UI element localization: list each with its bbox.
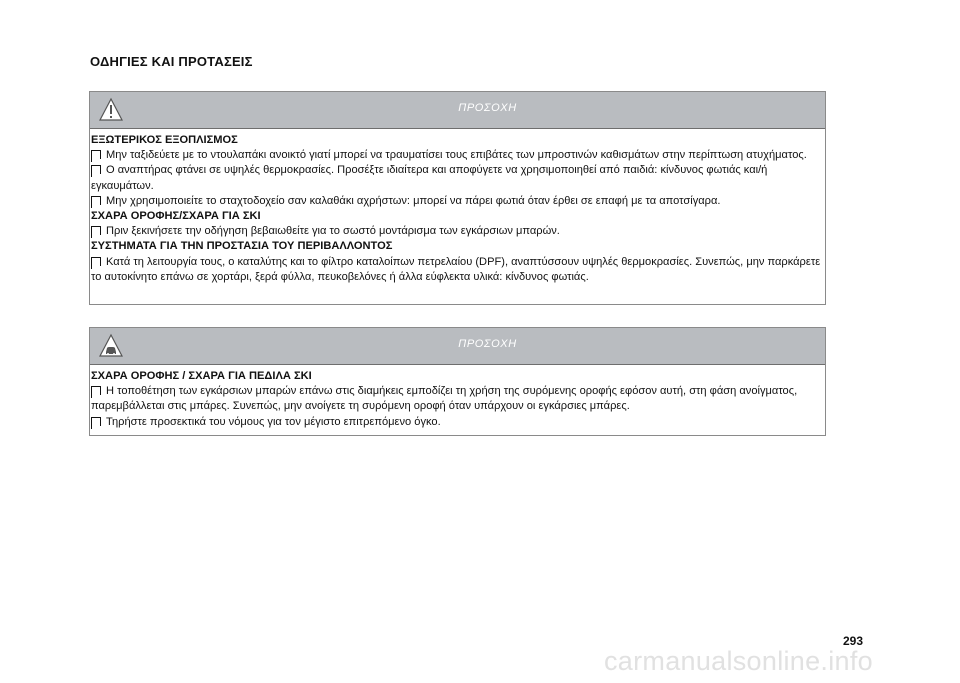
warning-content bbox=[90, 129, 825, 285]
bullet-item: Πριν ξεκινήσετε την οδήγηση βεβαιωθείτε για το σωστό μοντάρισμα των εγκάρσιων μπαρών. bbox=[91, 224, 825, 239]
bullet-item: Κατά τη λειτουργία τους, ο καταλύτης και το φίλτρο καταλοίπων πετρελαίου (DPF), αναπτύσσουν υψηλές θερμοκρασίες. Συνεπώς, μην παρκάρετε το αυτοκίνητο επάνω σε χορτάρι, ξερά φύλλα, πευκοβελόνες ή άλλα εύφλεκτα υλικά: κίνδυνος φωτιάς. bbox=[91, 255, 821, 283]
bullet-box-icon bbox=[91, 165, 101, 174]
bullet-box-icon bbox=[91, 417, 101, 426]
subheading-exterior-equipment: ΕΞΩΤΕΡΙΚΟΣ ΕΞΟΠΛΙΣΜΟΣ bbox=[91, 134, 238, 146]
bullet-box-icon bbox=[91, 150, 101, 159]
warning-label: ΠΡΟΣΟΧΗ bbox=[458, 338, 517, 350]
warning-header bbox=[90, 328, 825, 365]
bullet-item: Τηρήστε προσεκτικά του νόμους για τον μέγιστο επιτρεπόμενο όγκο. bbox=[91, 415, 825, 430]
bullet-box-icon bbox=[91, 257, 101, 266]
bullet-box-icon bbox=[91, 226, 101, 235]
bullet-item: Η τοποθέτηση των εγκάρσιων μπαρών επάνω στις διαμήκεις εμποδίζει τη χρήση της συρόμενης οροφής εφόσον αυτή, στη φάση ανοίγματος, παρεμβάλλεται στις μπάρες. Συνεπώς, μην ανοίγετε τη συρόμενη οροφή όταν υπάρχουν οι εγκάρσιες μπάρες. bbox=[91, 385, 798, 413]
bullet-item: Μην ταξιδεύετε με το ντουλαπάκι ανοικτό γιατί μπορεί να τραυματίσει τους επιβάτες των μπροστινών καθισμάτων στην περίπτωση ατυχήματος. bbox=[91, 148, 825, 163]
watermark: carmanualsonline.info bbox=[604, 646, 873, 676]
bullet-item: Μην χρησιμοποιείτε το σταχτοδοχείο σαν καλαθάκι αχρήστων: μπορεί να πάρει φωτιά όταν έρθει σε επαφή με τα αποτσίγαρα. bbox=[91, 194, 825, 209]
page-number: 293 bbox=[843, 634, 864, 648]
subheading-roof-ski-rack: ΣΧΑΡΑ ΟΡΟΦΗΣ / ΣΧΑΡΑ ΓΙΑ ΠΕΔΙΛΑ ΣΚΙ bbox=[91, 370, 312, 382]
subheading-roof-rack: ΣΧΑΡΑ ΟΡΟΦΗΣ/ΣΧΑΡΑ ΓΙΑ ΣΚΙ bbox=[91, 210, 261, 223]
bullet-item: Ο αναπτήρας φτάνει σε υψηλές θερμοκρασίες. Προσέξτε ιδιαίτερα και αποφύγετε να χρησιμοποιηθεί από παιδιά: κίνδυνος φωτιάς και/ή εγκαυμάτων. bbox=[91, 164, 768, 192]
bullet-box-icon bbox=[91, 386, 101, 395]
bullet-box-icon bbox=[91, 196, 101, 205]
section-title: ΟΔΗΓΙΕΣ ΚΑΙ ΠΡΟΤΑΣΕΙΣ bbox=[90, 54, 253, 69]
warning-box-roof-rack bbox=[89, 327, 826, 436]
warning-header bbox=[90, 92, 825, 129]
subheading-environment-systems: ΣΥΣΤΗΜΑΤΑ ΓΙΑ ΤΗΝ ΠΡΟΣΤΑΣΙΑ ΤΟΥ ΠΕΡΙΒΑΛΛΟΝΤΟΣ bbox=[91, 240, 393, 253]
warning-box-general bbox=[89, 91, 826, 305]
warning-content bbox=[90, 365, 825, 430]
warning-label: ΠΡΟΣΟΧΗ bbox=[458, 102, 517, 114]
